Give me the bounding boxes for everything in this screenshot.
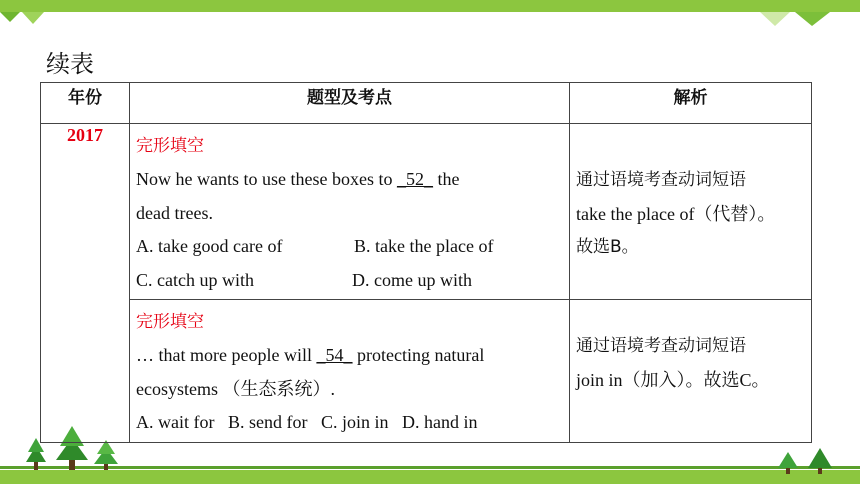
question-text: Now he wants to use these boxes to _52_ the: [136, 169, 460, 189]
top-leaf-decoration: [0, 0, 860, 26]
analysis-text: 故选B。: [576, 237, 639, 257]
table-row: [41, 300, 812, 443]
question-cell: [130, 300, 570, 443]
analysis-text: 通过语境考查动词短语: [576, 336, 746, 356]
question-text-continued: ecosystems （生态系统）.: [136, 378, 335, 399]
bottom-decor-line: [0, 466, 860, 469]
analysis-cell: [570, 124, 812, 300]
question-text: … that more people will _54_ protecting natural: [136, 345, 485, 365]
analysis-text: join in（加入）。故选C。: [576, 369, 770, 390]
option-a: A. take good care of: [136, 236, 283, 256]
question-type-label: 完形填空: [136, 312, 204, 332]
exam-analysis-table: [40, 82, 812, 443]
blank-number: _54_: [316, 345, 353, 365]
option-b: B. take the place of: [354, 236, 494, 256]
options-row: [136, 264, 563, 298]
table-header-row: [41, 83, 812, 124]
option-c: C. catch up with: [136, 269, 254, 290]
question-type-label: 完形填空: [136, 136, 204, 156]
header-analysis: 解析: [570, 83, 812, 124]
year-cell: 2017: [41, 124, 130, 443]
analysis-text: 通过语境考查动词短语: [576, 170, 746, 190]
header-year: 年份: [41, 83, 130, 124]
bottom-decor-band: [0, 470, 860, 484]
page-heading: 续表: [46, 50, 94, 78]
analysis-cell: [570, 300, 812, 443]
analysis-text: take the place of（代替）。: [576, 203, 776, 224]
tree-decoration-right: [770, 448, 840, 474]
blank-number: _52_: [396, 169, 433, 189]
table-row: [41, 124, 812, 300]
question-text-continued: dead trees.: [136, 202, 213, 223]
options-row: [136, 230, 563, 264]
question-cell: [130, 124, 570, 300]
option-d: D. come up with: [352, 269, 472, 290]
options-row: A. wait for B. send for C. join in D. hand in: [136, 412, 478, 432]
header-question-type: 题型及考点: [130, 83, 570, 124]
